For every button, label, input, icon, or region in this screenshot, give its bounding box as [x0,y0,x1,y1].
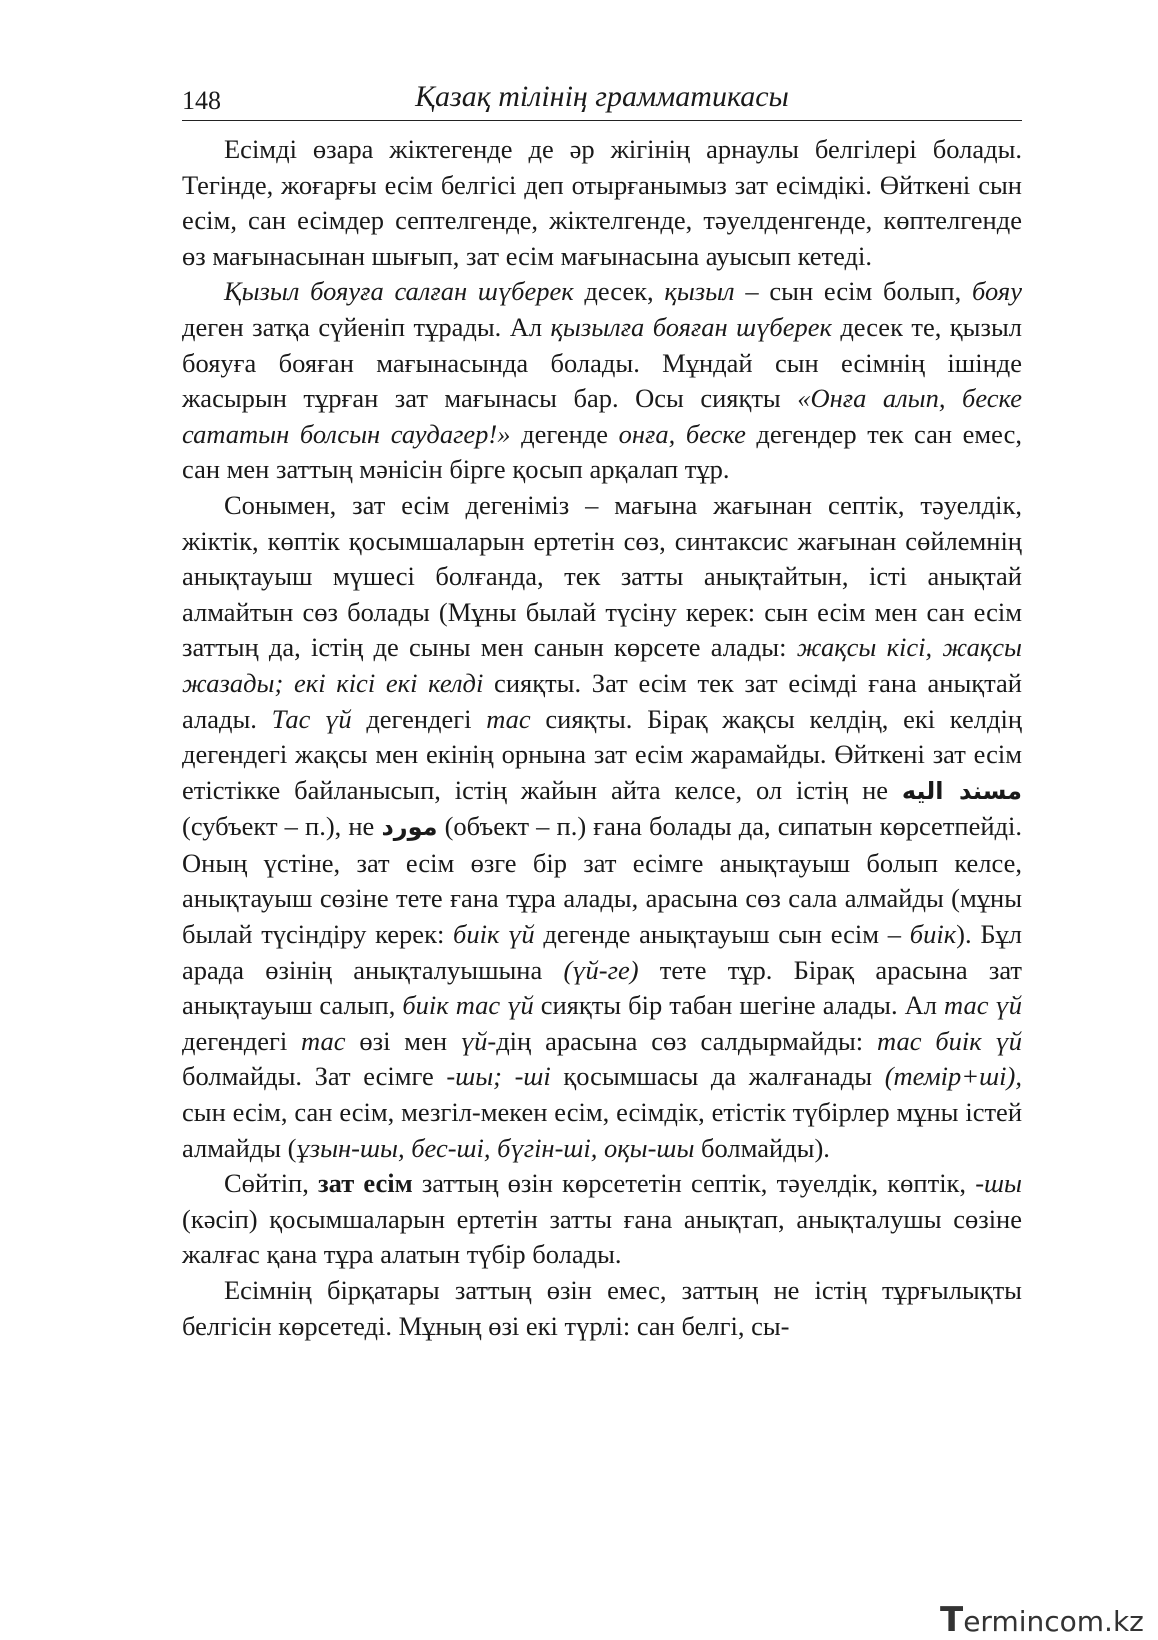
text-run: дегендегі [351,703,487,734]
italic-run: тас үй [944,990,1022,1021]
italic-run: қызыл [664,276,735,307]
italic-run: ұзын-шы, бес-ші, бүгін-ші, оқы-шы [296,1132,695,1163]
italic-run: (темір+ші), [884,1061,1022,1092]
italic-run: биік [909,919,957,950]
watermark-logo [940,1600,1144,1640]
paragraph [182,1166,1022,1273]
text-run: ). Бұл арада өзінің анықталуышына [182,919,1023,985]
paragraph [182,132,1022,274]
italic-run: -шы; -ші [446,1061,551,1092]
text-run: заттың өзін көрсететін септік, тәуелдік, көптік, [412,1168,976,1199]
italic-run: бояу [972,276,1022,307]
italic-run: «Онға алып, беске сататын болсын саудагер!» [182,383,1022,449]
text-run: сияқты. Бірақ жақсы келдің, екі келдің дегендегі жақсы мен екінің орнына зат есім жарамайды. Өйткені зат есім етістікке байланысып, істің жайын айта келсе, ол істің не [182,703,1023,805]
italic-run: қызылға бояған шүберек [550,311,832,342]
text-run: (кәсіп) қосымшаларын ертетін затты ғана анықтап, анықталушы сөзіне жалғас қана тұра алатын түбір болады. [182,1203,1022,1270]
italic-run: тас [301,1025,346,1056]
text-run: десек те, қызыл бояуға бояған мағынасында болады. Мұндай сын есімнің ішінде жасырын тұрған зат мағынасы бар. Осы сияқты [182,311,1022,414]
page-number: 148 [182,86,221,115]
italic-run: тас биік үй [877,1025,1023,1056]
italic-run: (үй-ге) [563,954,639,985]
running-title: Қазақ тілінің грамматикасы [415,80,789,113]
text-run: болмайды). [694,1132,830,1163]
italic-run: тас [486,703,531,734]
text-run: сын есім, сан есім, мезгіл-мекен есім, есімдік, етістік түбірлер мұны істей алмайды ( [182,1097,1022,1163]
text-run: дегенде анықтауыш сын есім – [534,919,910,950]
page-header [182,78,1022,121]
watermark-text: ermincom.kz [963,1605,1144,1638]
paragraph [182,274,1022,488]
italic-run: биік үй [453,919,535,950]
text-run: дегендер тек сан емес, сан мен заттың мәнісін бірге қосып арқалап тұр. [182,418,1022,485]
body-text [182,132,1022,1344]
watermark-first-letter: T [940,1600,964,1640]
italic-run: онға, беске [618,418,746,449]
paragraph [182,1273,1022,1344]
arabic-term: مسند اليه [901,776,1022,805]
text-run: десек, [573,276,665,307]
text-run: деген затқа сүйеніп тұрады. Ал [182,311,551,342]
text-run: (объект – п.) ғана болады да, сипатын көрсетпейді. Оның үстіне, зат есім өзге бір зат есімге анықтауыш болып келсе, анықтауыш сөзіне тете ғана тұра алады, арасына сөз сала алмайды (мұны былай түсіндіру керек: [182,811,1022,950]
text-run: Есімнің бірқатары заттың өзін емес, заттың не істің тұрғылықты белгісін көрсетеді. Мұның өзі екі түрлі: сан белгі, сы- [182,1275,1022,1341]
italic-run: биік тас үй [402,990,534,1021]
text-run: тете тұр. Бірақ арасына зат анықтауыш салып, [182,954,1022,1021]
text-run: өзі мен [345,1025,461,1056]
italic-run: Қызыл бояуға салған шүберек [224,276,574,307]
italic-run: жақсы кісі, жақсы жазады; екі кісі екі келді [182,632,1022,698]
text-run: – сын есім болып, [734,276,973,307]
italic-run: үй [460,1025,488,1056]
arabic-term: مورد [381,813,438,842]
text-run: сияқты бір табан шегіне алады. Ал [533,990,944,1021]
text-run: Сөйтіп, [224,1168,319,1199]
text-run: сияқты. Зат есім тек зат есімді ғана анықтай алады. [182,667,1022,734]
text-run: (субъект – п.), не [182,811,382,842]
italic-run: -шы [975,1168,1022,1199]
text-run: Есімді өзара жіктегенде де әр жігінің арнаулы белгілері болады. Тегінде, жоғарғы есім белгісі деп отырғанымыз зат есімдікі. Өйткені сын есім, сан есімдер септелгенде, жіктелгенде, тәуелденгенде, көптелгенде өз мағынасынан шығып, зат есім мағынасына ауысып кетеді. [182,134,1022,271]
text-run: қосымшасы да жалғанады [550,1061,885,1092]
text-run: болмайды. Зат есімге [182,1061,447,1092]
bold-run: зат есім [318,1168,413,1199]
paragraph [182,488,1022,1166]
text-run: дегенде [510,418,619,449]
text-run: Сонымен, зат есім дегеніміз – мағына жағынан септік, тәуелдік, жіктік, көптік қосымшаларын ертетін сөз, синтаксис жағынан сөйлемнің анықтауыш мүшесі болғанда, тек затты анықтайтын, істі анықтай алмайтын сөз болады (Мұны былай түсіну керек: сын есім мен сан есім заттың да, істің де сыны мен санын көрсете алады: [182,489,1022,663]
text-run: дегендегі [182,1025,302,1056]
italic-run: Тас үй [271,703,352,734]
text-run: -дің арасына сөз салдырмайды: [487,1025,878,1056]
